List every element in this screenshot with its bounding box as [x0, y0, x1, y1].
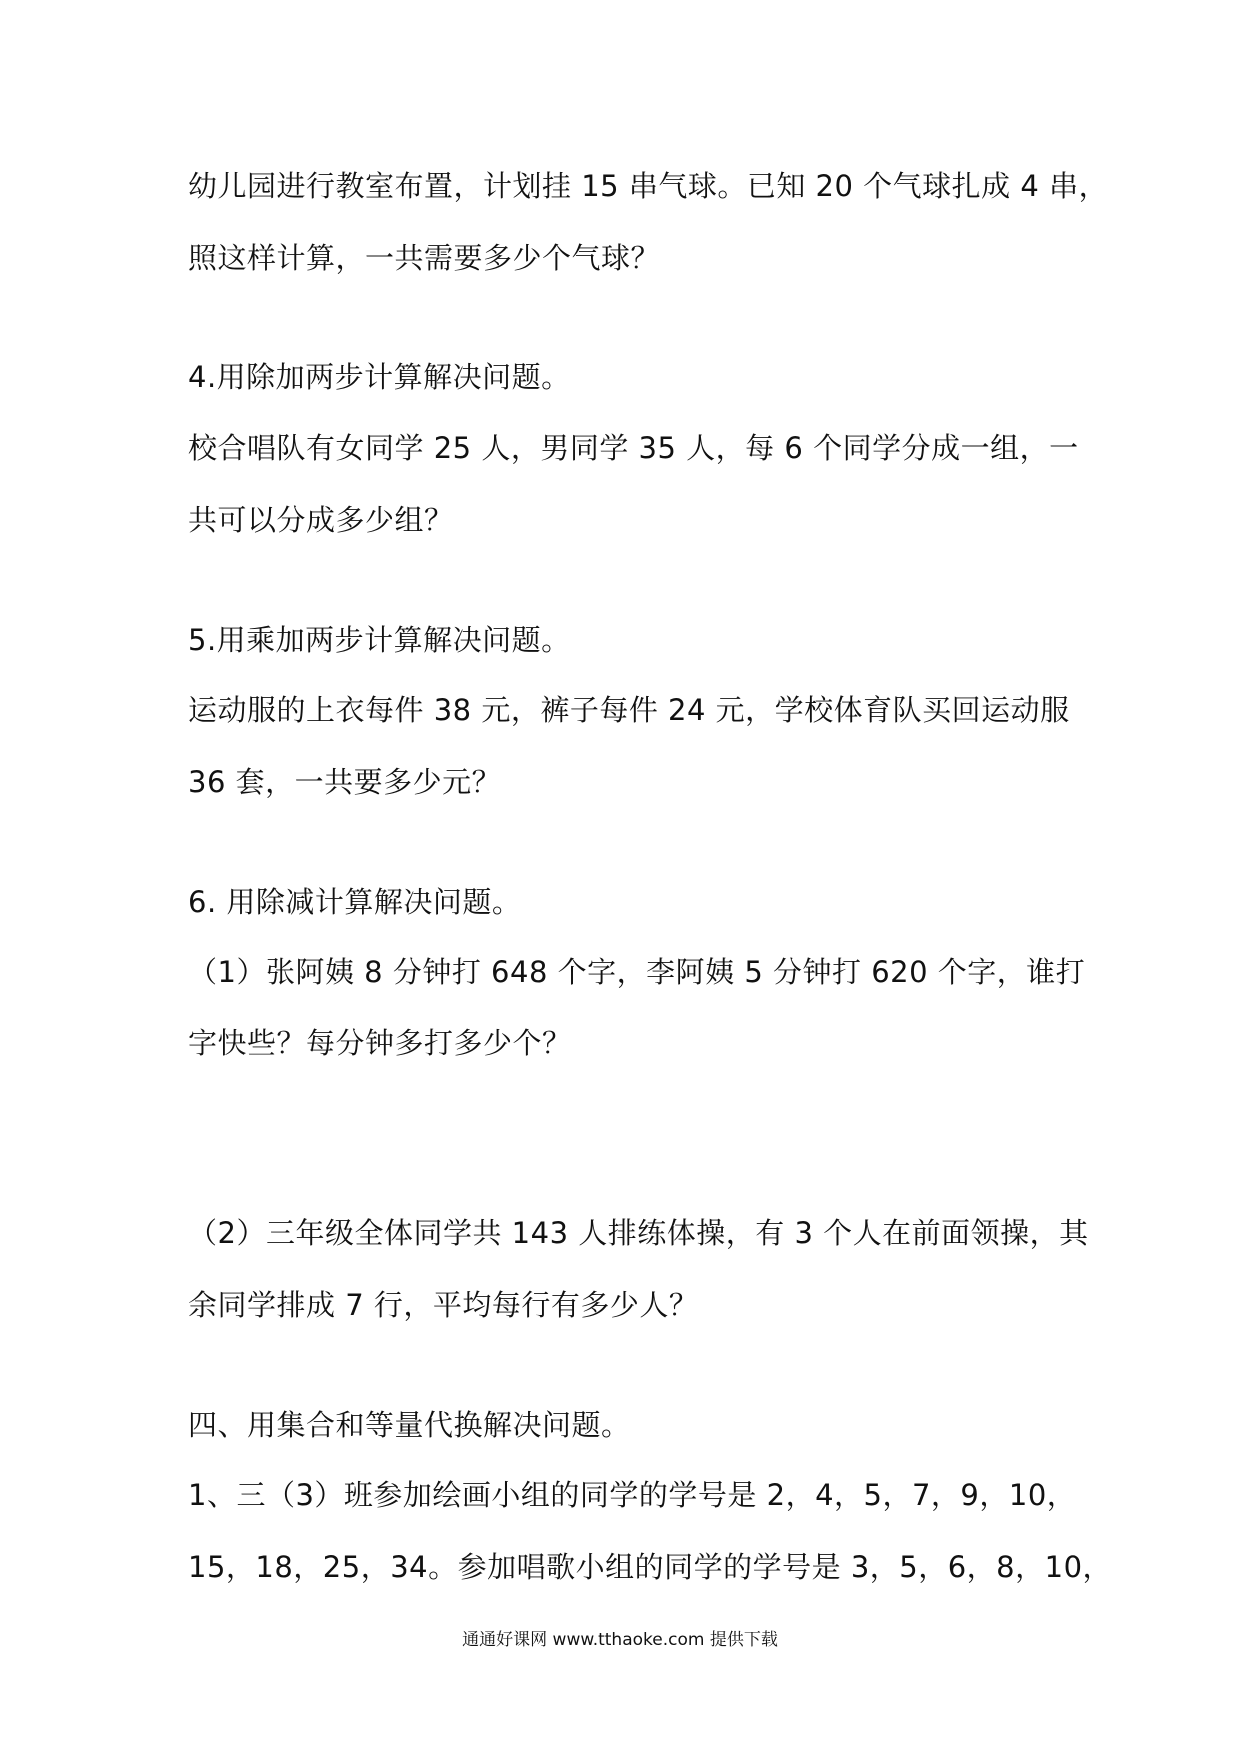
problem-choir-line-1: 校合唱队有女同学 25 人，男同学 35 人，每 6 个同学分成一组，一	[188, 431, 1079, 465]
problem-balloons-line-1: 幼儿园进行教室布置，计划挂 15 串气球。已知 20 个气球扎成 4 串，	[188, 169, 1109, 203]
problem-choir-line-2: 共可以分成多少组？	[188, 503, 454, 537]
section-4-heading: 4.用除加两步计算解决问题。	[188, 360, 571, 394]
problem-sets-line-2: 15，18，25，34。参加唱歌小组的同学的学号是 3，5，6，8，10，	[188, 1550, 1113, 1584]
section-four-heading: 四、用集合和等量代换解决问题。	[188, 1408, 631, 1442]
problem-typing-line-1: （1）张阿姨 8 分钟打 648 个字，李阿姨 5 分钟打 620 个字，谁打	[188, 955, 1086, 989]
problem-sets-line-1: 1、三（3）班参加绘画小组的同学的学号是 2，4，5，7，9，10，	[188, 1478, 1077, 1512]
problem-uniform-line-2: 36 套，一共要多少元？	[188, 765, 502, 799]
problem-typing-line-2: 字快些？每分钟多打多少个？	[188, 1026, 572, 1060]
page-footer: 通通好课网 www.tthaoke.com 提供下载	[462, 1630, 778, 1650]
problem-gym-line-2: 余同学排成 7 行，平均每行有多少人？	[188, 1288, 699, 1322]
problem-gym-line-1: （2）三年级全体同学共 143 人排练体操，有 3 个人在前面领操，其	[188, 1216, 1089, 1250]
section-6-heading: 6. 用除减计算解决问题。	[188, 885, 522, 919]
problem-uniform-line-1: 运动服的上衣每件 38 元，裤子每件 24 元，学校体育队买回运动服	[188, 693, 1070, 727]
problem-balloons-line-2: 照这样计算，一共需要多少个气球？	[188, 241, 661, 275]
section-5-heading: 5.用乘加两步计算解决问题。	[188, 623, 571, 657]
